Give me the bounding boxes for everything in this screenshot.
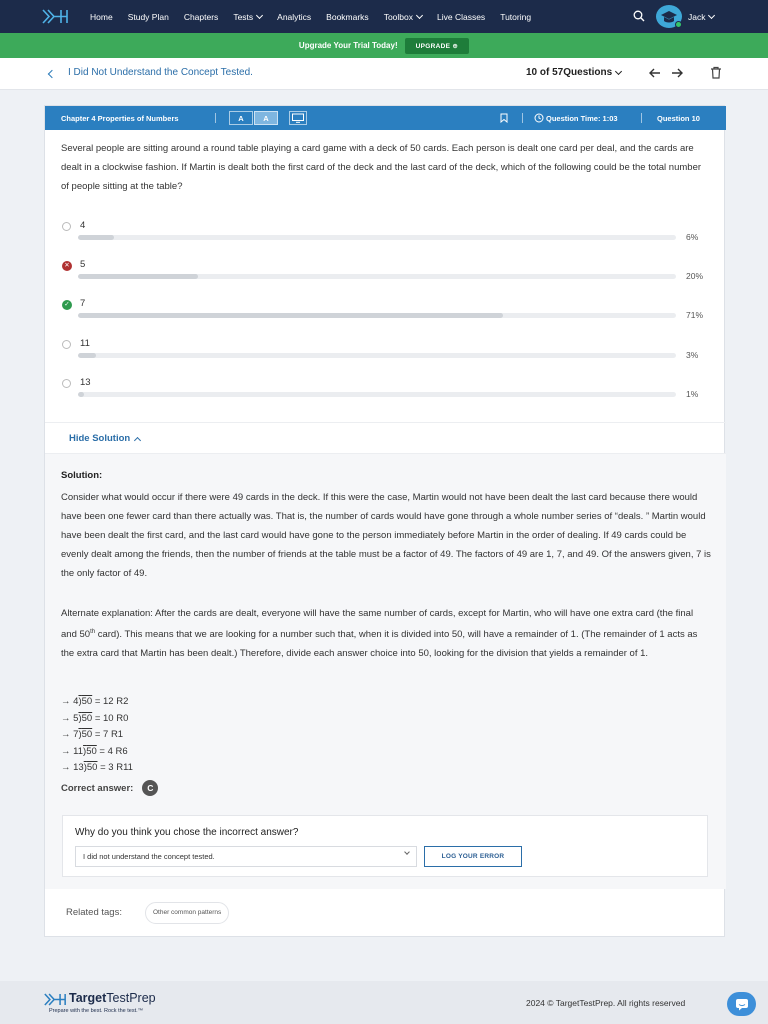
correct-check-icon: ✓ [62, 300, 72, 310]
display-mode-button[interactable] [289, 111, 307, 125]
upgrade-banner [0, 33, 768, 58]
nav-item-toolbox[interactable]: Toolbox [384, 12, 422, 22]
related-tags-label: Related tags: [66, 907, 122, 918]
nav-item-analytics[interactable]: Analytics [277, 11, 312, 22]
target-logo-icon[interactable] [42, 9, 68, 24]
nav-item-home[interactable]: Home [90, 11, 113, 22]
radio-button[interactable] [62, 222, 71, 231]
division-row: → 13)50 = 3 R11 [61, 762, 133, 773]
question-stem: Several people are sitting around a round table playing a card game with a deck of 50 cards. Each person is dealt one card per deal, and the cards are dealt in a clockwise fashion. If Martin is dealt both the first card of the deck and the last card of the deck, which of the following could be the total number of people sitting at the table? [61, 143, 702, 192]
response-bar-fill [78, 353, 96, 358]
response-percent: 71% [686, 310, 704, 320]
alternate-explanation: Alternate explanation: After the cards are dealt, everyone will have the same number of cards, except for Martin, who will have one extra card (the final and 50th card). This means that we are looking for a number such that, when it is divided into 50, will have a remainder of 1. (The remainder of 1 acts as the extra card that Martin has been dealt.) Therefore, divide each answer choice into 50, looking for the division that yields a remainder of 1. [61, 608, 698, 660]
response-bar [78, 235, 676, 240]
solution-heading: Solution: [61, 470, 103, 481]
answer-choice-b[interactable] [45, 257, 726, 295]
response-bar [78, 392, 676, 397]
question-card-header [45, 106, 726, 130]
error-log-question: Why do you think you chose the incorrect answer? [75, 827, 299, 838]
question-timer: Question Time: 1:03 [546, 114, 618, 123]
answer-choice-c[interactable] [45, 296, 726, 334]
radio-button[interactable] [62, 379, 71, 388]
answer-choice-d[interactable] [45, 336, 726, 374]
arrow-right-icon[interactable] [670, 66, 684, 80]
back-chevron-icon[interactable] [48, 70, 56, 78]
response-percent: 3% [686, 350, 699, 360]
response-bar-fill [78, 235, 114, 240]
response-bar [78, 353, 676, 358]
division-list [61, 694, 133, 777]
division-row: → 5)50 = 10 R0 [61, 712, 129, 724]
incorrect-x-icon: ✕ [62, 261, 72, 271]
question-count-dropdown[interactable]: 10 of 57Questions [526, 67, 621, 78]
nav-item-live-classes[interactable]: Live Classes [437, 11, 486, 22]
chat-icon [735, 998, 749, 1011]
chevron-down-icon [708, 11, 715, 18]
nav-item-chapters[interactable]: Chapters [183, 11, 219, 22]
related-tags [45, 889, 726, 937]
nav-item-tests[interactable]: Tests [233, 12, 262, 22]
error-reason-select[interactable]: I did not understand the concept tested. [75, 846, 417, 867]
chevron-down-icon [404, 849, 410, 855]
error-log-panel [62, 815, 708, 877]
nav-menu [90, 0, 546, 33]
correct-answer: Correct answer: C [61, 780, 158, 796]
bookmark-icon[interactable] [500, 113, 508, 123]
division-row: → 11)50 = 4 R6 [61, 745, 128, 757]
footer [0, 981, 768, 1024]
target-logo-icon[interactable] [44, 993, 66, 1006]
response-percent: 6% [686, 232, 699, 242]
chevron-down-icon [416, 11, 423, 18]
hide-solution-row [45, 422, 726, 454]
footer-brand: TargetTestPrep [69, 991, 156, 1005]
response-bar [78, 274, 676, 279]
solution-paragraph: Consider what would occur if there were 49 cards in the deck. If this were the case, Martin would not have been dealt the last card because there would have been one fewer card than there actually was. That is, the number of cards would have gone through a whole number series of “deals. ” Martin would have been dealt the first card, and the last card would have gone to the person immediately before Martin in the order of dealing. If 49 cards could be evenly dealt among the friends, then the number of friends at the table must be a factor of 49. The factors of 49 are 1, 7, and 49. Of the answers given, 7 is the only factor of 49. [61, 492, 711, 579]
font-size-small-button[interactable]: A [229, 111, 253, 125]
question-subheader [0, 58, 768, 90]
font-size-large-button[interactable]: A [254, 111, 278, 125]
choice-label: 5 [80, 259, 86, 270]
nav-item-tutoring[interactable]: Tutoring [500, 11, 532, 22]
search-icon[interactable] [633, 10, 645, 22]
top-nav [0, 0, 768, 33]
divider [215, 113, 216, 123]
hide-solution-button[interactable]: Hide Solution [69, 433, 140, 444]
response-percent: 1% [686, 389, 699, 399]
tag-chip[interactable]: Other common patterns [145, 902, 229, 924]
choice-label: 7 [80, 298, 86, 309]
upgrade-button[interactable]: UPGRADE ⊕ [405, 38, 469, 54]
response-bar-fill [78, 392, 84, 397]
response-bar [78, 313, 676, 318]
user-menu[interactable]: Jack [688, 0, 714, 33]
question-card [44, 105, 725, 937]
question-number: Question 10 [657, 114, 700, 123]
nav-item-study-plan[interactable]: Study Plan [127, 11, 169, 22]
footer-tagline: Prepare with the best. Rock the test.™ [49, 1008, 144, 1014]
answer-choice-e[interactable] [45, 375, 726, 413]
chapter-title: Chapter 4 Properties of Numbers [61, 114, 179, 123]
choice-label: 4 [80, 220, 86, 231]
divider [522, 113, 523, 123]
response-bar-fill [78, 274, 198, 279]
arrow-left-icon[interactable] [648, 66, 662, 80]
copyright-text: 2024 © TargetTestPrep. All rights reserved [526, 998, 686, 1008]
divider [641, 113, 642, 123]
clock-icon [534, 113, 544, 123]
upgrade-text: Upgrade Your Trial Today! [298, 41, 398, 50]
choice-label: 11 [80, 338, 90, 349]
chevron-down-icon [615, 67, 622, 74]
radio-button[interactable] [62, 340, 71, 349]
chevron-down-icon [256, 11, 263, 18]
answer-choice-a[interactable] [45, 218, 726, 256]
choice-label: 13 [80, 377, 91, 388]
solution-panel [45, 454, 726, 889]
online-status-dot [675, 21, 682, 28]
nav-item-bookmarks[interactable]: Bookmarks [326, 11, 369, 22]
correct-answer-badge: C [142, 780, 158, 796]
log-error-button[interactable]: LOG YOUR ERROR [424, 846, 522, 867]
division-row: → 7)50 = 7 R1 [61, 729, 124, 740]
trash-icon[interactable] [710, 66, 722, 79]
response-percent: 20% [686, 271, 704, 281]
response-bar-fill [78, 313, 503, 318]
division-row: → 4)50 = 12 R2 [61, 696, 129, 707]
monitor-icon [290, 112, 306, 124]
chat-button[interactable] [727, 992, 756, 1016]
chevron-up-icon [134, 436, 141, 443]
error-category-title[interactable]: I Did Not Understand the Concept Tested. [68, 67, 253, 78]
